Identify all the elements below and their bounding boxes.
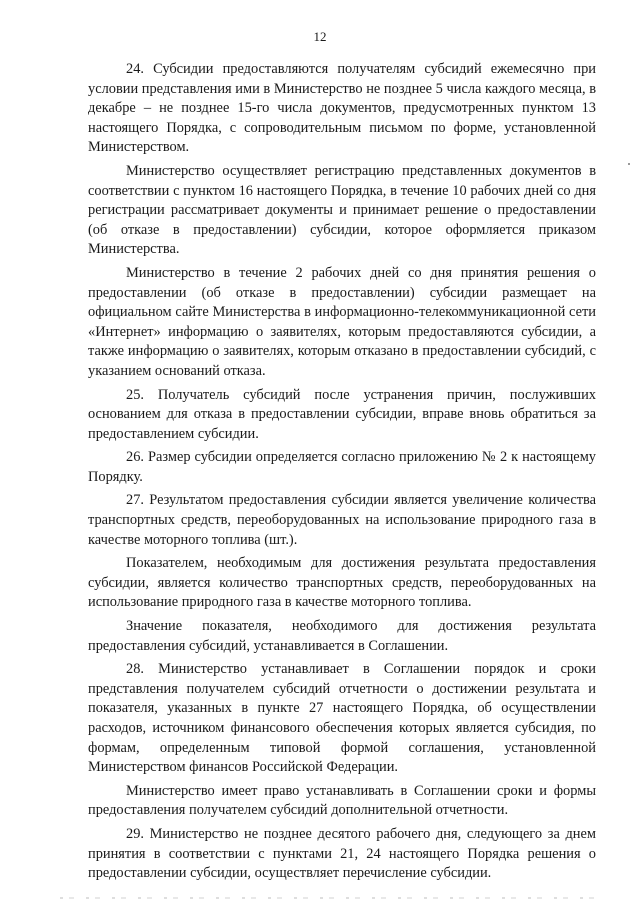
paragraph-28: 28. Министерство устанавливает в Соглашении порядок и сроки представления получателем субсидий отчетности о достижении результата и показателя, указанных в пункте 27 настоящего Порядка, об осуществлении расходов, источником финансового обеспечения которых является субсидия, по формам, определенным типовой формой соглашения, установленной Министерством финансов Российской Федерации. (88, 661, 596, 776)
page-number: 12 (313, 29, 327, 44)
paragraph-26: 26. Размер субсидии определяется согласно приложению № 2 к настоящему Порядку. (88, 449, 596, 485)
scan-bottom-noise (60, 897, 600, 899)
paragraph-indicator: Показателем, необходимым для достижения результата предоставления субсидии, является количество транспортных средств, переоборудованных на использование природного газа в качестве моторного топлива. (88, 555, 596, 611)
paragraph-indicator-value: Значение показателя, необходимого для достижения результата предоставления субсидий, устанавливается в Соглашении. (88, 618, 596, 654)
paragraph-registration: Министерство осуществляет регистрацию представленных документов в соответствии с пунктом 16 настоящего Порядка, в течение 10 рабочих дней со дня регистрации рассматривает документы и принимает решение о предоставлении (об отказе в предоставлении) субсидии, которое оформляется приказом Министерства. (88, 162, 596, 258)
paragraph-25: 25. Получатель субсидий после устранения причин, послуживших основанием для отказа в предоставлении субсидии, вправе вновь обратиться за предоставлением субсидии. (88, 386, 596, 442)
paragraph-publication: Министерство в течение 2 рабочих дней со дня принятия решения о предоставлении (об отказе в предоставлении) субсидии размещает на официальном сайте Министерства в информационно-телекоммуникационной сети «Интернет» информацию о заявителях, которым предоставляются субсидии, а также информацию о заявителях, которым отказано в предоставлении субсидий, с указанием оснований отказа. (88, 264, 596, 379)
paragraph-29: 29. Министерство не позднее десятого рабочего дня, следующего за днем принятия в соответствии с пунктами 21, 24 настоящего Порядка решения о предоставлении субсидии, осуществляет перечисление субсидии. (88, 825, 596, 882)
paragraph-24: 24. Субсидии предоставляются получателям субсидий ежемесячно при условии представления ими в Министерство не позднее 5 числа каждого месяца, в декабре – не позднее 15-го числа документов, предусмотренных пунктом 13 настоящего Порядка, с сопроводительным письмом по форме, установленной Министерством. (88, 61, 596, 156)
paragraph-additional-reporting: Министерство имеет право устанавливать в Соглашении сроки и формы предоставления получателем субсидий дополнительной отчетности. (88, 782, 596, 819)
paragraph-27: 27. Результатом предоставления субсидии является увеличение количества транспортных средств, переоборудованных на использование природного газа в качестве моторного топлива (шт.). (88, 492, 596, 548)
scan-edge-mark (628, 163, 630, 165)
document-body (88, 60, 596, 888)
